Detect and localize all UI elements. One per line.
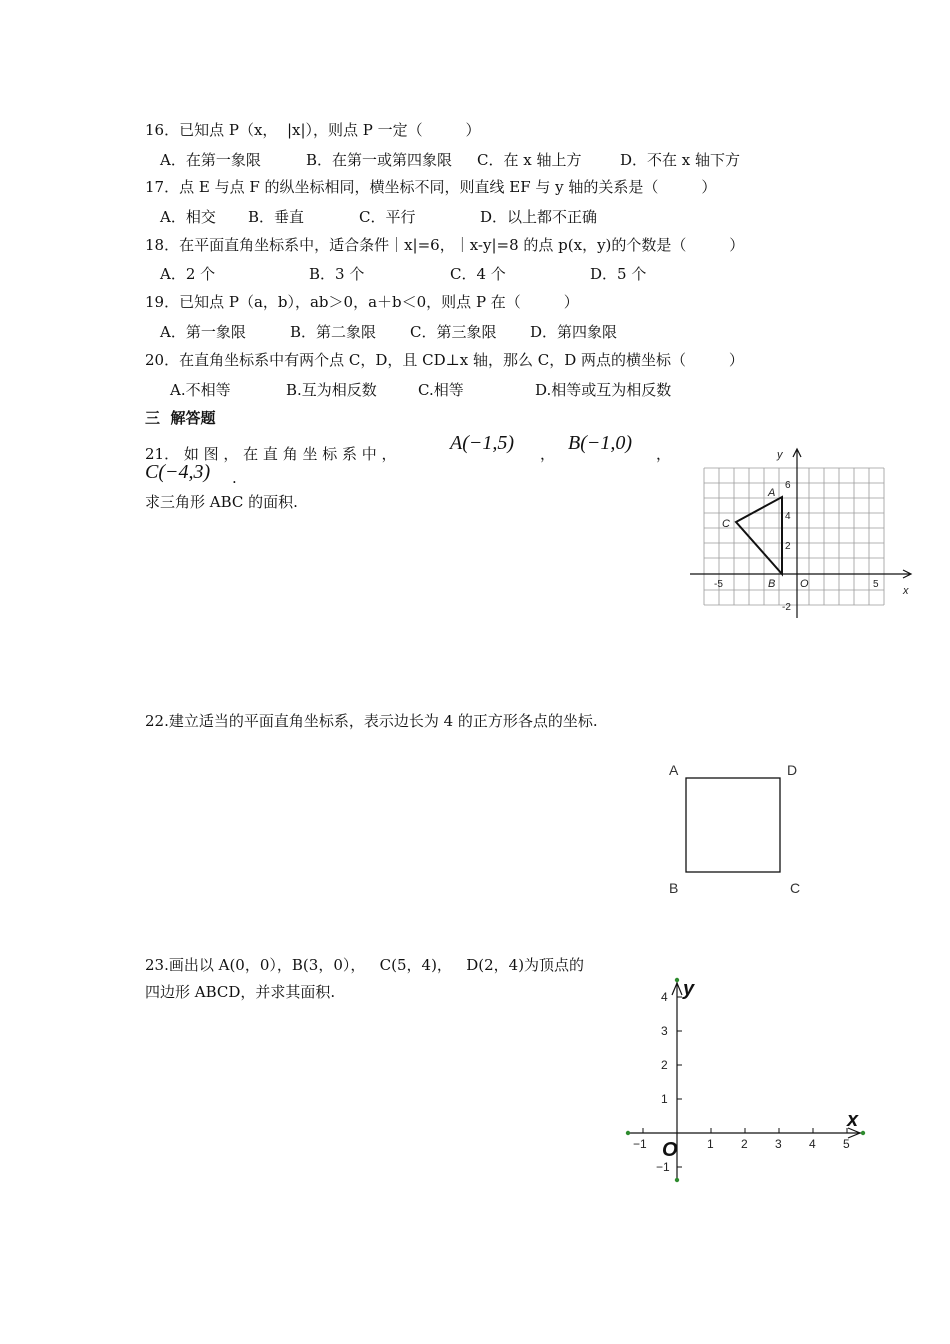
q21-point-a: A(−1,5) <box>450 432 515 454</box>
q21-xtick-5: 5 <box>873 579 879 590</box>
q19-stem: 19．已知点 P（a，b），ab＞0，a＋b＜0，则点 P 在（ ） <box>145 293 579 311</box>
q20-stem: 20．在直角坐标系中有两个点 C，D，且 CD⊥x 轴，那么 C，D 两点的横坐标（ ） <box>145 351 744 369</box>
q23-stem-line2: 四边形 ABCD，并求其面积. <box>145 983 336 1001</box>
q22-label-d: D <box>787 762 798 778</box>
q16-option-d: D．不在 x 轴下方 <box>620 151 741 169</box>
q21-ytick-6: 6 <box>785 480 791 491</box>
q20-option-d: D.相等或互为相反数 <box>535 381 672 399</box>
q23-xtick-1: 1 <box>707 1137 714 1151</box>
q17-option-c: C．平行 <box>359 208 416 226</box>
q17-option-b: B．垂直 <box>248 208 305 226</box>
q21-ytick-neg2: -2 <box>782 602 791 613</box>
q18-option-b: B．3 个 <box>309 265 365 283</box>
q23-ytick-2: 2 <box>661 1058 668 1072</box>
q21-ytick-4: 4 <box>785 511 791 522</box>
q18-option-a: A．2 个 <box>160 265 216 283</box>
q20-option-b: B.互为相反数 <box>286 381 377 399</box>
q21-separator-2: ， <box>656 445 672 463</box>
q21-label-a: A <box>768 487 776 499</box>
q21-separator-1: ， <box>540 445 556 463</box>
q22-stem: 22.建立适当的平面直角坐标系，表示边长为 4 的正方形各点的坐标. <box>145 712 598 730</box>
q22-label-b: B <box>669 880 679 896</box>
q23-ytick-1: 1 <box>661 1092 668 1106</box>
q18-stem: 18．在平面直角坐标系中，适合条件｜x|=6，｜x-y|=8 的点 p(x，y)的个数是（ ） <box>145 236 745 254</box>
q21-ytick-2: 2 <box>785 541 791 552</box>
q23-stem-line1: 23.画出以 A(0，0），B(3，0）， C(5，4)， D(2，4)为顶点的 <box>145 956 585 974</box>
q19-option-d: D．第四象限 <box>530 323 618 341</box>
q21-stem-prefix: 21． 如 图 ， 在 直 角 坐 标 系 中 ， <box>145 445 397 463</box>
q22-label-a: A <box>669 762 679 778</box>
q16-stem: 16．已知点 P（x， |x|），则点 P 一定（ ） <box>145 121 481 139</box>
section-title: 三 解答题 <box>145 409 216 427</box>
q23-axis-x-label: x <box>847 1109 859 1131</box>
q23-xtick-2: 2 <box>741 1137 748 1151</box>
q21-point-b: B(−1,0) <box>568 432 633 454</box>
q18-option-d: D．5 个 <box>590 265 647 283</box>
q20-option-a: A.不相等 <box>170 381 231 399</box>
q23-origin-label: O <box>662 1139 678 1161</box>
q21-axis-x-label: x <box>903 585 909 597</box>
q17-stem: 17．点 E 与点 F 的纵坐标相同，横坐标不同，则直线 EF 与 y 轴的关系是（ ） <box>145 178 717 196</box>
q23-xtick-5: 5 <box>843 1137 850 1151</box>
q21-label-b: B <box>768 578 776 590</box>
q17-option-a: A．相交 <box>160 208 216 226</box>
q16-option-a: A．在第一象限 <box>160 151 261 169</box>
q23-ytick-3: 3 <box>661 1024 668 1038</box>
q23-xtick-4: 4 <box>809 1137 816 1151</box>
q21-stem-line2: 求三角形 ABC 的面积. <box>145 493 298 511</box>
q19-option-b: B．第二象限 <box>290 323 377 341</box>
q21-axis-y-label: y <box>777 449 783 461</box>
q21-label-c: C <box>722 518 730 530</box>
q22-label-c: C <box>790 880 801 896</box>
q20-option-c: C.相等 <box>418 381 464 399</box>
q21-origin-label: O <box>800 578 809 590</box>
q23-ytick-neg1: −1 <box>656 1160 670 1174</box>
q21-xtick-neg5: -5 <box>714 579 723 590</box>
q23-xtick-3: 3 <box>775 1137 782 1151</box>
q21-point-c: C(−4,3) <box>145 461 211 483</box>
q19-option-c: C．第三象限 <box>410 323 497 341</box>
q23-xtick-neg1: −1 <box>633 1137 647 1151</box>
q23-axis-y-label: y <box>683 978 695 1000</box>
q23-ytick-4: 4 <box>661 990 668 1004</box>
q21-end-mark: . <box>232 469 237 487</box>
q18-option-c: C．4 个 <box>450 265 506 283</box>
q17-option-d: D．以上都不正确 <box>480 208 598 226</box>
q16-option-b: B．在第一或第四象限 <box>306 151 453 169</box>
q19-option-a: A．第一象限 <box>160 323 246 341</box>
q16-option-c: C．在 x 轴上方 <box>477 151 582 169</box>
